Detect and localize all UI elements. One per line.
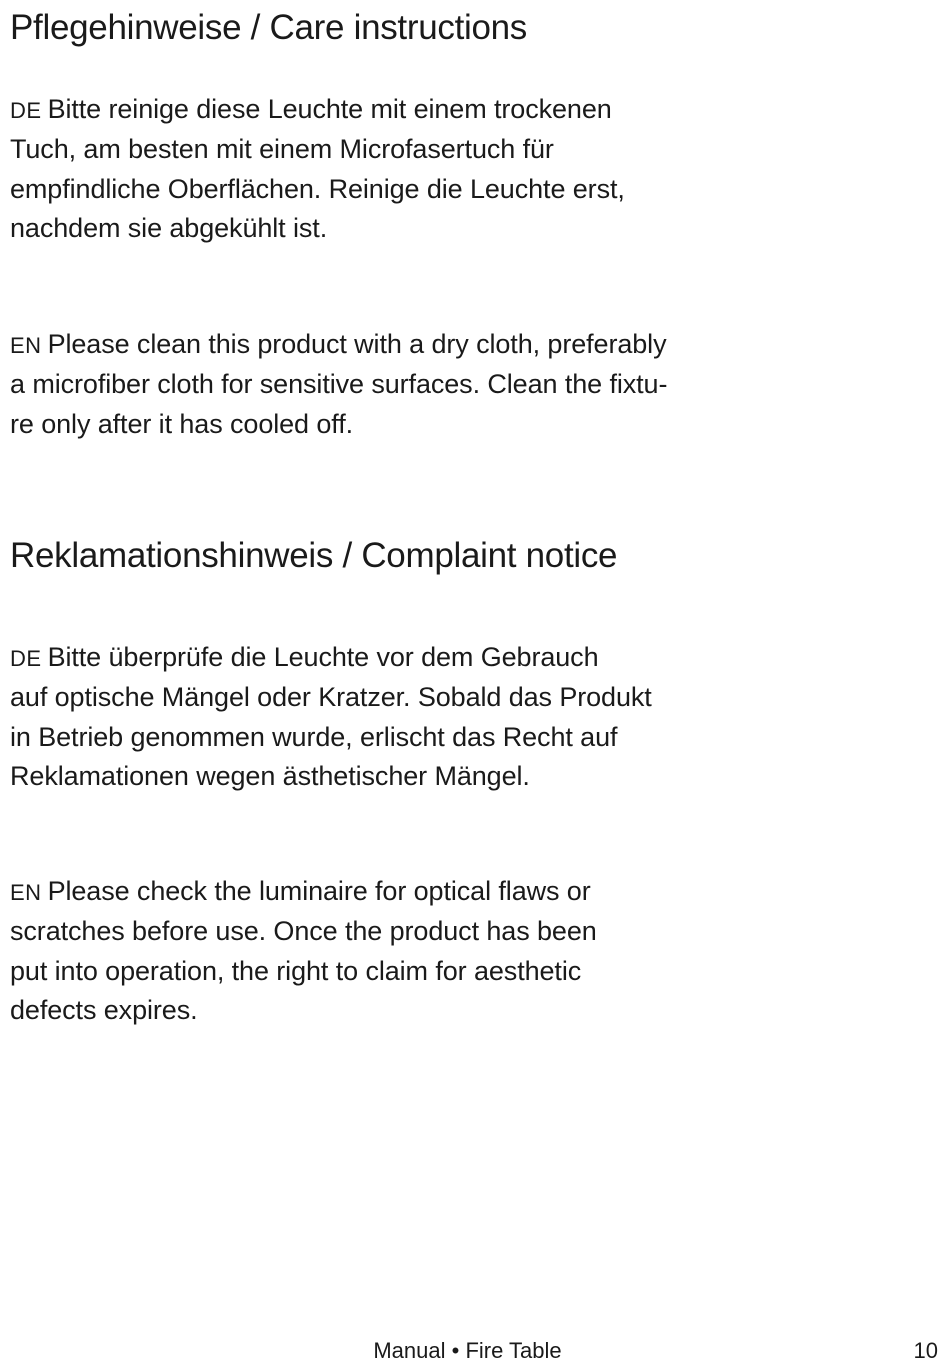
paragraph-line: put into operation, the right to claim for aesthetic (10, 955, 582, 986)
language-code: DE (10, 98, 42, 123)
footer-title: Manual • Fire Table (373, 1338, 562, 1363)
paragraph-line: a microfiber cloth for sensitive surfaces. Clean the fixtu- (10, 369, 668, 400)
complaint-heading: Reklamationshinweis / Complaint notice (10, 536, 618, 575)
paragraph-line: empfindliche Oberflächen. Reinige die Leuchte erst, (10, 173, 625, 204)
care-paragraph-de (10, 90, 625, 248)
paragraph-line: nachdem sie abgekühlt ist. (10, 212, 328, 243)
paragraph-line: in Betrieb genommen wurde, erlischt das Recht auf (10, 721, 618, 752)
care-paragraph-en (10, 325, 667, 444)
paragraph-line: EN Please clean this product with a dry cloth, preferably (10, 329, 667, 359)
care-heading: Pflegehinweise / Care instructions (10, 8, 528, 47)
complaint-paragraph-en (10, 872, 597, 1030)
language-code: EN (10, 333, 42, 358)
paragraph-line: Reklamationen wegen ästhetischer Mängel. (10, 760, 530, 791)
paragraph-line: auf optische Mängel oder Kratzer. Sobald das Produkt (10, 682, 652, 713)
language-code: EN (10, 880, 42, 905)
complaint-paragraph-de (10, 638, 652, 796)
paragraph-line: re only after it has cooled off. (10, 408, 354, 439)
language-code: DE (10, 646, 42, 671)
page-number: 10 (913, 1338, 938, 1363)
paragraph-line: scratches before use. Once the product has been (10, 916, 597, 947)
paragraph-line: EN Please check the luminaire for optical flaws or (10, 876, 591, 906)
paragraph-line: defects expires. (10, 994, 198, 1025)
paragraph-line: DE Bitte überprüfe die Leuchte vor dem Gebrauch (10, 642, 599, 672)
paragraph-line: Tuch, am besten mit einem Microfasertuch für (10, 134, 554, 165)
paragraph-line: DE Bitte reinige diese Leuchte mit einem trockenen (10, 94, 612, 124)
